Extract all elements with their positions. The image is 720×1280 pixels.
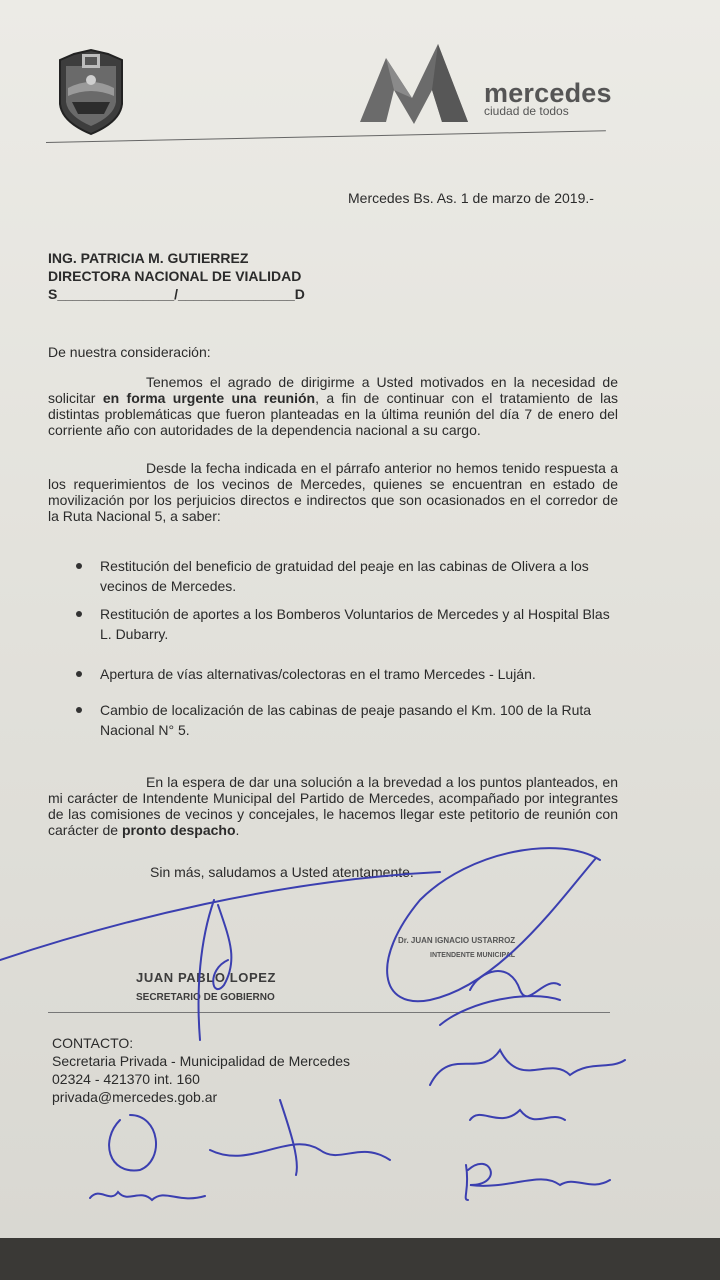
signature-mid-3 — [470, 1110, 565, 1120]
paragraph-3 — [48, 774, 618, 838]
paragraph-1-emphasis: en forma urgente una reunión — [102, 390, 316, 406]
list-item-text: Restitución de aportes a los Bomberos Voluntarios de Mercedes y al Hospital Blas L. Dubarry. — [100, 606, 610, 642]
contact-email: privada@mercedes.gob.ar — [52, 1089, 218, 1105]
contact-heading: CONTACTO: — [52, 1035, 134, 1051]
bullet-dot-icon — [76, 707, 82, 713]
secretary-stamp-name: JUAN PABLO LOPEZ — [136, 970, 277, 985]
paragraph-3-text: En la espera de dar una solución a la brevedad a los puntos planteados, en mi carácter de Intendente Municipal del Partido de Mercedes, acompañado por integrantes de las comisiones de vecinos y concejales, le hacemos llegar este petitorio de reunión con carácter de — [48, 774, 618, 838]
municipal-crest-icon — [54, 46, 128, 136]
paragraph-3-rest: . — [235, 822, 240, 838]
addressee-sd-line: S_______________/_______________D — [48, 286, 305, 302]
paragraph-2 — [48, 460, 618, 524]
list-item-text: Cambio de localización de las cabinas de peaje pasando el Km. 100 de la Ruta Nacional N° 5. — [100, 702, 592, 738]
dateline: Mercedes Bs. As. 1 de marzo de 2019.- — [348, 190, 594, 206]
contact-office: Secretaria Privada - Municipalidad de Mercedes — [52, 1053, 351, 1069]
paragraph-1-text: Tenemos el agrado de dirigirme a Usted motivados en la necesidad de solicitar — [48, 374, 618, 406]
table-surface — [0, 1238, 720, 1280]
paragraph-1-rest: , a fin de continuar con el tratamiento de las distintas problemáticas que fueron planteadas en la última reunión del día 7 de enero del corriente año con autoridades de la dependencia nacional a su cargo. — [48, 390, 618, 438]
signature-center — [210, 1100, 390, 1175]
paragraph-1 — [48, 374, 618, 438]
paragraph-3-emphasis: pronto despacho — [121, 822, 236, 838]
mercedes-logo-icon — [360, 44, 468, 126]
bullet-dot-icon — [76, 563, 82, 569]
addressee-title: DIRECTORA NACIONAL DE VIALIDAD — [48, 268, 302, 284]
bullet-dot-icon — [76, 611, 82, 617]
signature-wichomme — [90, 1192, 205, 1200]
mayor-signature-stroke — [0, 872, 440, 960]
list-item-text: Restitución del beneficio de gratuidad del peaje en las cabinas de Olivera a los vecinos de Mercedes. — [100, 558, 589, 594]
paragraph-2-text: Desde la fecha indicada en el párrafo anterior no hemos tenido respuesta a los requerimientos de los vecinos de Mercedes, quienes se encuentran en estado de movilización por los perjuicios directos e indirectos que son ocasionados en el corredor de la Ruta Nacional 5, a saber: — [48, 460, 618, 524]
addressee-name: ING. PATRICIA M. GUTIERREZ — [48, 250, 249, 266]
bullet-dot-icon — [76, 671, 82, 677]
salutation: De nuestra consideración: — [48, 344, 211, 360]
logo-tagline: ciudad de todos — [484, 104, 569, 118]
secretary-stamp-title: SECRETARIO DE GOBIERNO — [136, 992, 275, 1003]
header-divider — [46, 130, 606, 143]
signature-mid-2 — [430, 1050, 625, 1085]
signature-wichomme-loop — [109, 1115, 156, 1170]
signature-placentino — [466, 1164, 610, 1200]
mayor-signature-loop — [387, 848, 600, 1001]
logo-name: mercedes — [484, 78, 612, 108]
closing-line: Sin más, saludamos a Usted atentamente.- — [150, 864, 419, 880]
signature-mid-1 — [440, 971, 560, 1025]
contact-phone: 02324 - 421370 int. 160 — [52, 1071, 200, 1087]
mayor-stamp-title: INTENDENTE MUNICIPAL — [430, 952, 516, 959]
list-item-text: Apertura de vías alternativas/colectoras en el tramo Mercedes - Luján. — [100, 666, 536, 682]
mayor-stamp-name: Dr. JUAN IGNACIO USTARROZ — [398, 936, 516, 945]
signature-divider — [48, 1012, 610, 1013]
